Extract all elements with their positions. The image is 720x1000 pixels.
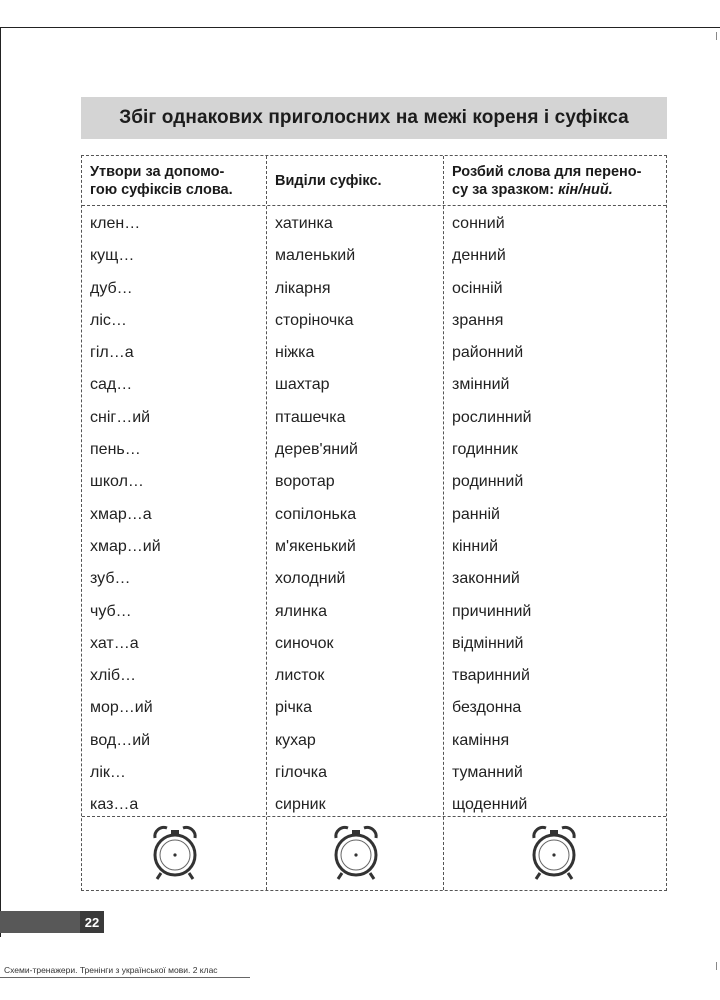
list-item: пень…	[90, 441, 141, 459]
list-item: годинник	[452, 441, 518, 459]
list-item: пташечка	[275, 408, 346, 426]
list-item: лікарня	[275, 279, 331, 297]
list-item: річка	[275, 699, 313, 717]
word-list-2	[275, 208, 358, 822]
list-item: ліс…	[90, 311, 127, 329]
list-item: сопілонька	[275, 505, 357, 523]
list-item: ніжка	[275, 344, 315, 362]
list-item: хліб…	[90, 667, 137, 685]
column-header-1-line1: Утвори за допомо-	[90, 164, 225, 180]
alarm-clock-icon	[149, 824, 201, 882]
column-header-3-line2: су за зразком:	[452, 182, 559, 198]
list-item: кухар	[275, 731, 316, 749]
list-item: ранній	[452, 505, 500, 523]
list-item: дерев'яний	[275, 441, 358, 459]
column-header-2	[267, 156, 443, 206]
list-item: сніг…ий	[90, 408, 151, 426]
alarm-clock-icon	[528, 824, 580, 882]
list-item: школ…	[90, 473, 144, 491]
list-item: законний	[452, 570, 520, 588]
column-divider	[443, 156, 444, 890]
column-header-2-text: Виділи суфікс.	[275, 173, 382, 189]
list-item: шахтар	[275, 376, 330, 394]
list-item: каз…а	[90, 796, 139, 814]
list-item: родинний	[452, 473, 524, 491]
list-item: лік…	[90, 764, 126, 782]
list-item: каміння	[452, 731, 510, 749]
page-frame-left	[0, 27, 1, 937]
list-item: кінний	[452, 537, 499, 555]
list-item: зрання	[452, 311, 504, 329]
list-item: холодний	[275, 570, 346, 588]
alarm-clock-icon	[330, 824, 382, 882]
column-divider	[266, 156, 267, 890]
list-item: хат…а	[90, 634, 139, 652]
crop-mark	[716, 32, 717, 40]
list-item: гіл…а	[90, 344, 134, 362]
list-item: сонний	[452, 215, 505, 232]
list-item: кущ…	[90, 247, 135, 265]
list-item: сирник	[275, 796, 326, 814]
list-item: гілочка	[275, 764, 328, 782]
word-list-1	[90, 208, 161, 822]
list-item: рослинний	[452, 408, 532, 426]
list-item: районний	[452, 344, 524, 362]
list-item: зуб…	[90, 570, 131, 588]
footer-divider	[0, 977, 250, 978]
list-item: чуб…	[90, 602, 132, 620]
list-item: тваринний	[452, 667, 530, 685]
list-item: туманний	[452, 764, 523, 782]
list-item: ялинка	[275, 602, 328, 620]
column-header-1-line2: гою суфіксів слова.	[90, 182, 233, 198]
example-word: кін/ний.	[558, 182, 613, 198]
list-item: осінній	[452, 279, 503, 297]
list-item: хмар…ий	[90, 537, 161, 555]
list-item: денний	[452, 247, 506, 265]
list-item: відмінний	[452, 634, 524, 652]
column-header-1	[82, 156, 266, 206]
list-item: дуб…	[90, 279, 133, 297]
list-item: маленький	[275, 247, 356, 265]
word-list-3	[452, 208, 532, 822]
list-item: мор…ий	[90, 699, 153, 717]
column-header-3	[444, 156, 666, 206]
list-item: хмар…а	[90, 505, 152, 523]
crop-mark	[716, 962, 717, 970]
list-item: змінний	[452, 376, 510, 394]
footer-text: Схеми-тренажери. Тренінги з української мови. 2 клас	[4, 965, 218, 975]
list-item: причинний	[452, 602, 532, 620]
page-number: 22	[80, 911, 104, 933]
footer-divider	[82, 816, 666, 817]
list-item: м'якенький	[275, 537, 356, 555]
page-title: Збіг однакових приголосних на межі кореня і суфікса	[81, 97, 667, 139]
list-item: бездонна	[452, 699, 522, 717]
list-item: сад…	[90, 376, 133, 394]
list-item: сторіночка	[275, 311, 354, 329]
list-item: хатинка	[275, 215, 333, 232]
list-item: щоденний	[452, 796, 528, 814]
list-item: клен…	[90, 215, 141, 232]
list-item: воротар	[275, 473, 335, 491]
list-item: вод…ий	[90, 731, 151, 749]
column-header-3-line1: Розбий слова для перено-	[452, 164, 642, 180]
list-item: синочок	[275, 634, 334, 652]
page-frame-top	[0, 27, 720, 28]
exercise-table	[81, 155, 667, 891]
list-item: листок	[275, 667, 325, 685]
